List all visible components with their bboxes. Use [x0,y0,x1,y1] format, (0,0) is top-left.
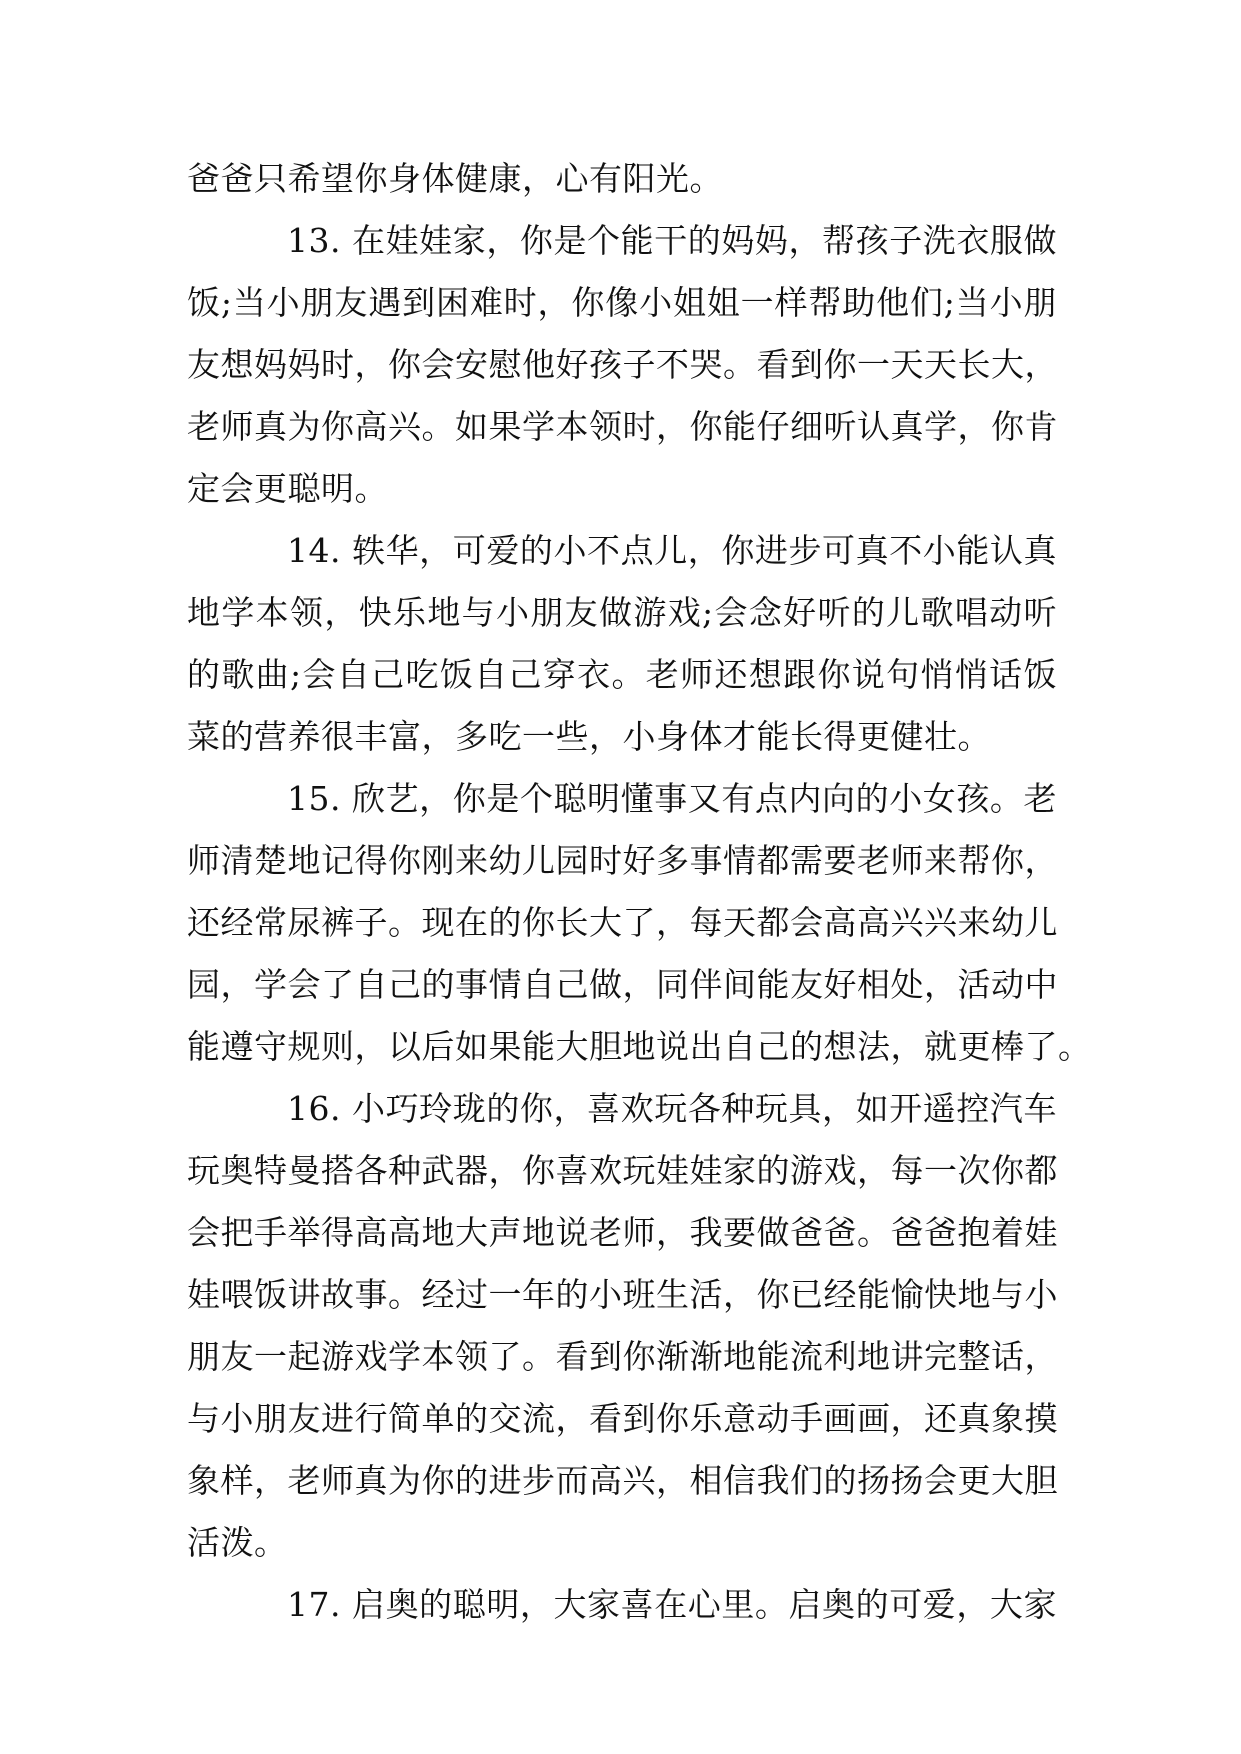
text-line: 与小朋友进行简单的交流，看到你乐意动手画画，还真象摸 [187,1399,1058,1438]
text-line: 朋友一起游戏学本领了。看到你渐渐地能流利地讲完整话， [187,1337,1058,1376]
text-line: 饭;当小朋友遇到困难时，你像小姐姐一样帮助他们;当小朋 [187,283,1057,322]
text-line: 玩奥特曼搭各种武器，你喜欢玩娃娃家的游戏，每一次你都 [187,1151,1058,1190]
paragraph-first-line: 14. 轶华，可爱的小不点儿，你进步可真不小能认真 [287,531,1057,570]
body-text [187,148,1092,1636]
paragraph-first-line: 17. 启奥的聪明，大家喜在心里。启奥的可爱，大家 [287,1585,1057,1624]
text-line: 友想妈妈时，你会安慰他好孩子不哭。看到你一天天长大， [187,345,1058,384]
text-line: 定会更聪明。 [187,469,388,508]
text-line: 师清楚地记得你刚来幼儿园时好多事情都需要老师来帮你， [187,841,1058,880]
paragraph-first-line: 15. 欣艺，你是个聪明懂事又有点内向的小女孩。老 [287,779,1057,818]
text-line: 地学本领，快乐地与小朋友做游戏;会念好听的儿歌唱动听 [187,593,1057,632]
text-line: 娃喂饭讲故事。经过一年的小班生活，你已经能愉快地与小 [187,1275,1058,1314]
text-line: 的歌曲;会自己吃饭自己穿衣。老师还想跟你说句悄悄话饭 [187,655,1057,694]
text-line: 爸爸只希望你身体健康，心有阳光。 [187,159,723,198]
text-line: 活泼。 [187,1523,288,1562]
text-line: 菜的营养很丰富，多吃一些，小身体才能长得更健壮。 [187,717,991,756]
text-line: 能遵守规则，以后如果能大胆地说出自己的想法，就更棒了。 [187,1027,1092,1066]
text-line: 会把手举得高高地大声地说老师，我要做爸爸。爸爸抱着娃 [187,1213,1058,1252]
text-line: 老师真为你高兴。如果学本领时，你能仔细听认真学，你肯 [187,407,1058,446]
paragraph-first-line: 13. 在娃娃家，你是个能干的妈妈，帮孩子洗衣服做 [287,221,1057,260]
paragraph-first-line: 16. 小巧玲珑的你，喜欢玩各种玩具，如开遥控汽车 [287,1089,1057,1128]
text-line: 还经常尿裤子。现在的你长大了，每天都会高高兴兴来幼儿 [187,903,1058,942]
text-line: 象样，老师真为你的进步而高兴，相信我们的扬扬会更大胆 [187,1461,1058,1500]
text-line: 园，学会了自己的事情自己做，同伴间能友好相处，活动中 [187,965,1058,1004]
